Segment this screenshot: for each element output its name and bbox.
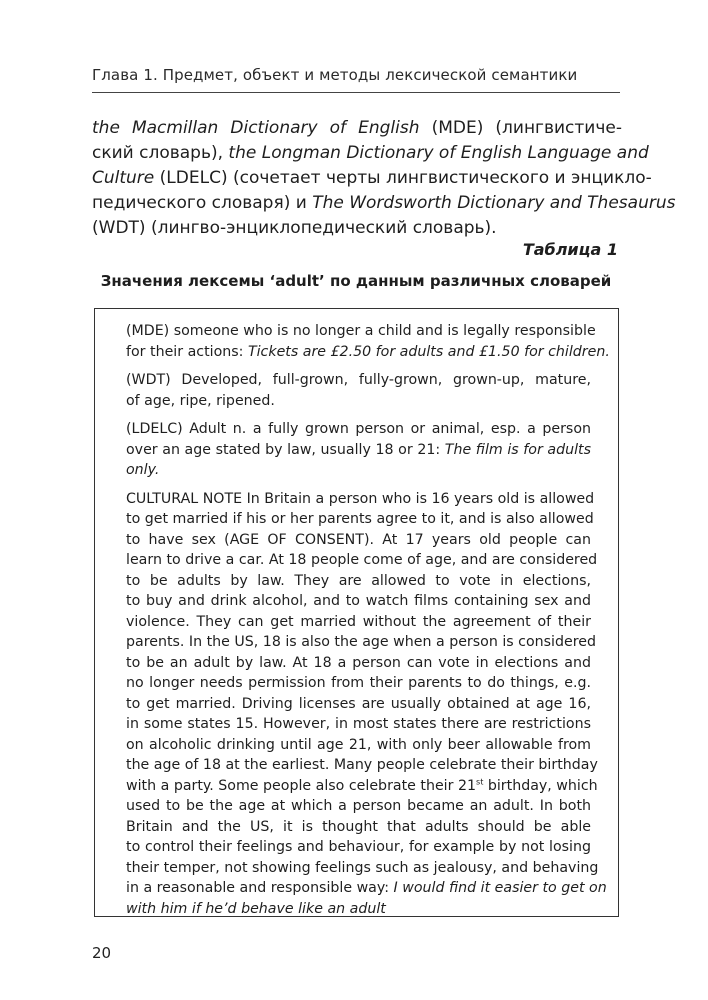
text-segment: (WDT) (лингво-энциклопедический словарь). [92,218,497,238]
italic-text: the Longman Dictionary of English Language and [228,143,649,163]
text-line [126,858,599,879]
text-line [126,714,591,735]
intro-paragraph [92,116,676,241]
text-line [126,878,607,899]
dictionary-entry [126,370,591,411]
text-segment: parents. In the US, 18 is also the age when a person is considered [126,634,596,650]
header-rule [92,92,620,93]
text-line [126,591,591,612]
text-segment: to have sex (AGE OF CONSENT). At 17 years old people can [126,531,591,548]
text-line [126,509,594,530]
text-line [92,216,622,241]
text-line [126,419,591,440]
text-segment: Britain and the US, it is thought that adults should be able [126,818,591,835]
text-segment: with a party. Some people also celebrate their 21 [126,777,477,794]
text-line [126,673,591,694]
italic-text: Tickets are £2.50 for adults and £1.50 for children. [247,343,610,360]
text-line [126,776,598,797]
text-line [92,191,676,216]
text-segment: over an age stated by law, usually 18 or 21: [126,441,445,458]
text-segment: in a reasonable and responsible way: [126,880,394,896]
text-line [126,571,591,592]
text-line [126,632,596,653]
text-line [126,837,591,858]
text-segment: for their actions: [126,343,248,360]
text-line [126,460,591,481]
text-segment: to buy and drink alcohol, and to watch films containing sex and [126,593,591,609]
text-line [126,735,591,756]
text-segment: learn to drive a car. At 18 people come of age, and are considered [126,552,598,568]
text-line [126,817,591,838]
italic-text: with him if he’d behave like an adult [126,900,386,917]
text-segment: to get married. Driving licenses are usually obtained at age 16, [126,695,591,712]
text-segment: birthday, which [483,777,598,794]
text-line [126,899,591,920]
text-segment: st [476,776,484,786]
text-segment: to be an adult by law. At 18 a person can vote in elections and [126,654,591,671]
italic-text: The Wordsworth Dictionary and Thesaurus [312,193,676,213]
text-segment: педического словаря) и [92,193,313,213]
text-segment: of age, ripe, ripened. [126,392,275,409]
text-segment: ский словарь), [92,143,229,163]
text-segment: (LDELC) Adult n. a fully grown person or animal, esp. a person [126,421,591,437]
table-number: Таблица 1 [522,240,618,259]
running-head: Глава 1. Предмет, объект и методы лексической семантики [92,66,578,84]
text-line [92,116,622,141]
text-segment: (WDT) Developed, full-grown, fully-grown, grown-up, mature, [126,372,591,388]
text-line [126,530,591,551]
text-segment: CULTURAL NOTE In Britain a person who is 16 years old is allowed [126,490,595,507]
text-segment: (MDE) (лингвистиче- [419,118,622,138]
text-segment: used to be the age at which a person became an adult. In both [126,798,591,814]
text-line [126,612,591,633]
text-line [126,653,591,674]
text-line [126,321,596,342]
text-line [126,550,598,571]
text-line [126,755,598,776]
text-line [92,141,649,166]
text-segment: to control their feelings and behaviour, for example by not losing [126,839,591,855]
text-segment: their temper, not showing feelings such as jealousy, and behaving [126,859,599,876]
text-segment: on alcoholic drinking until age 21, with only beer allowable from [126,736,591,753]
dictionary-entry [126,419,591,481]
text-line [126,489,595,510]
italic-text: I would find it easier to get on [393,880,607,896]
italic-text: Culture [92,168,155,188]
text-line [126,440,591,461]
text-segment: violence. They can get married without the agreement of their [126,613,591,630]
page-number: 20 [92,944,112,962]
text-segment: to get married if his or her parents agree to it, and is also allowed [126,511,594,527]
text-segment: to be adults by law. They are allowed to vote in elections, [126,572,591,589]
dictionary-entry [126,489,607,920]
text-segment: the age of 18 at the earliest. Many people celebrate their birthday [126,757,598,773]
italic-text: The film is for adults [444,441,591,458]
text-line [126,796,591,817]
text-segment: (LDELC) (сочетает черты лингвистического и энцикло- [154,168,652,188]
table-entries [126,321,610,927]
italic-text: only. [126,462,160,478]
text-segment: (MDE) someone who is no longer a child and is legally responsible [126,323,596,339]
text-segment: no longer needs permission from their parents to do things, e.g. [126,675,591,691]
text-line [126,370,591,391]
text-segment: in some states 15. However, in most states there are restrictions [126,716,591,732]
table-caption: Значения лексемы ‘adult’ по данным различных словарей [100,272,612,290]
dictionary-entry [126,321,610,362]
text-line [92,166,652,191]
text-line [126,391,591,412]
text-line [126,694,591,715]
italic-text: the Macmillan Dictionary of English [92,118,420,138]
text-line [126,342,610,363]
